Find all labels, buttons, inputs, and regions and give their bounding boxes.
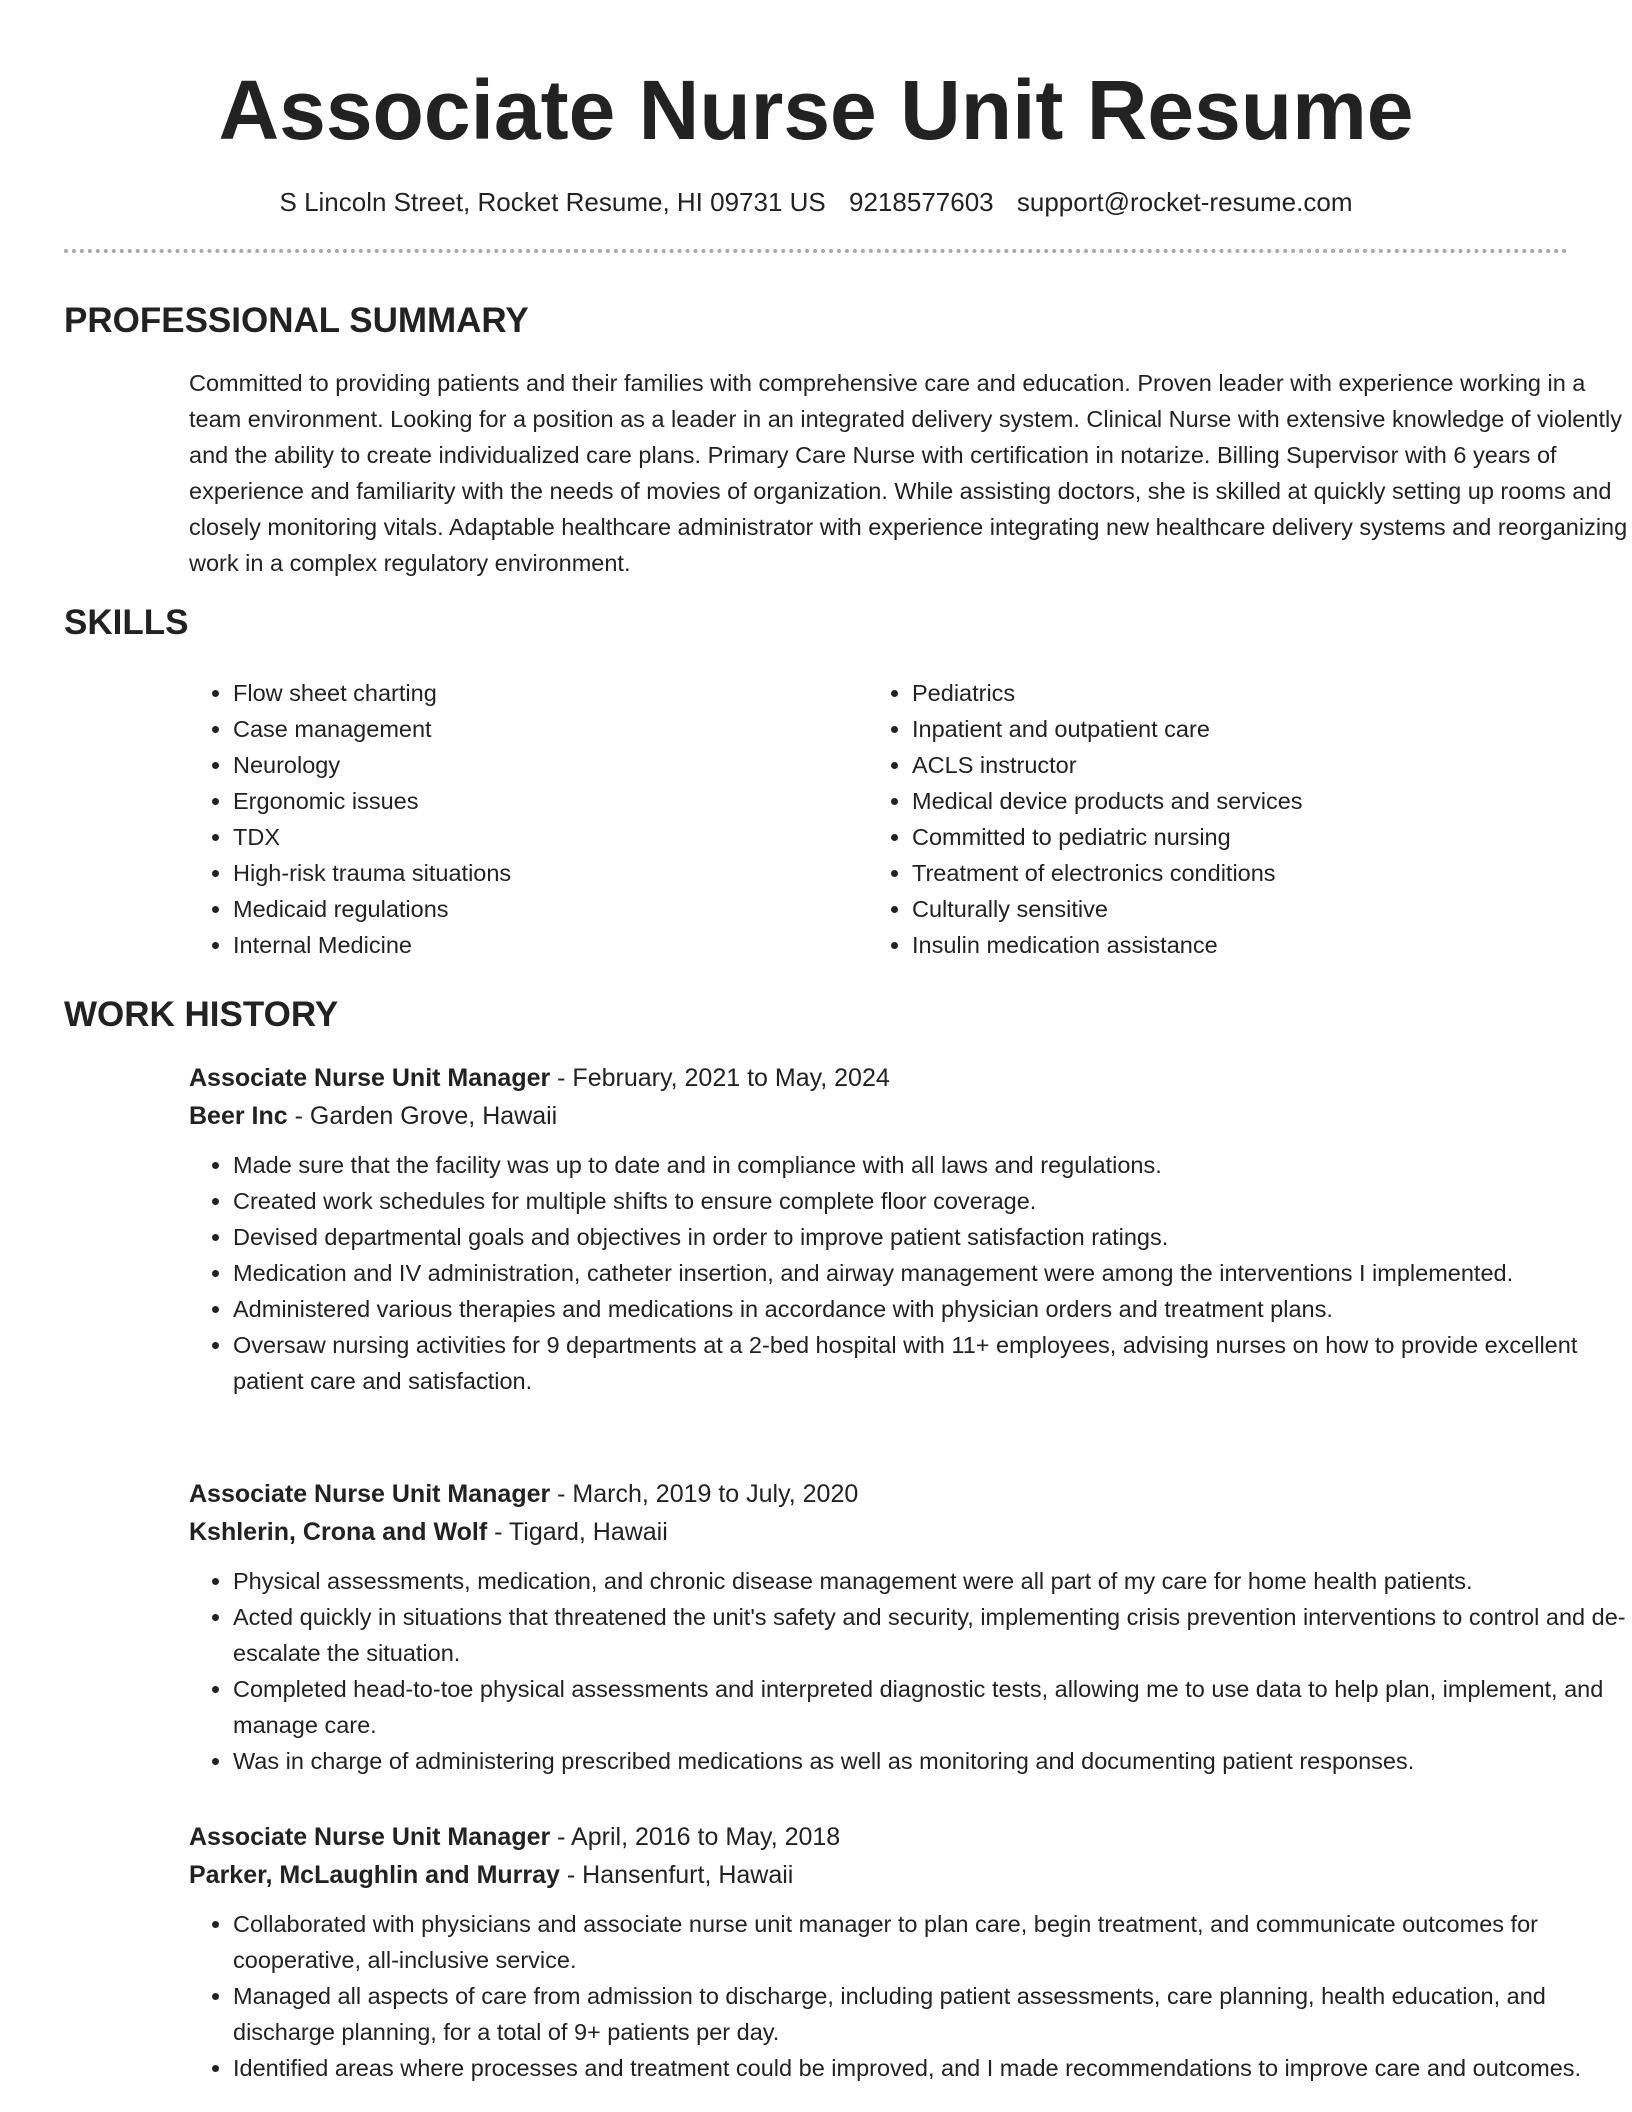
skill-item: • Medicaid regulations	[233, 891, 853, 927]
job-title-line	[189, 1818, 1629, 1856]
contact-email: support@rocket-resume.com	[1016, 187, 1353, 217]
job-entry	[189, 1059, 1629, 1399]
job-entry	[189, 1475, 1629, 1779]
skill-item: • Culturally sensitive	[912, 891, 1532, 927]
job-entry	[189, 1818, 1629, 2086]
job-bullet: • Collaborated with physicians and associate nurse unit manager to plan care, begin treatment, and communicate outcomes for cooperative, all-inclusive service.	[233, 1906, 1629, 1978]
job-bullet: • Managed all aspects of care from admission to discharge, including patient assessments, care planning, health education, and discharge planning, for a total of 9+ patients per day.	[233, 1978, 1629, 2050]
skill-item: • Flow sheet charting	[233, 675, 853, 711]
skill-item: • ACLS instructor	[912, 747, 1532, 783]
skill-item: • High-risk trauma situations	[233, 855, 853, 891]
work-history-heading: WORK HISTORY	[64, 995, 339, 1034]
skills-list-right	[868, 675, 1532, 963]
job-bullet: • Devised departmental goals and objectives in order to improve patient satisfaction ratings.	[233, 1219, 1629, 1255]
skill-item: • Medical device products and services	[912, 783, 1532, 819]
job-company: Beer Inc	[189, 1102, 288, 1130]
job-bullets	[189, 1147, 1629, 1399]
summary-heading: PROFESSIONAL SUMMARY	[64, 301, 529, 340]
job-company-line	[189, 1097, 1629, 1135]
job-location: - Hansenfurt, Hawaii	[559, 1861, 794, 1889]
contact-phone: 9218577603	[849, 187, 994, 217]
contact-line	[64, 177, 1568, 227]
summary-text: Committed to providing patients and their families with comprehensive care and education. Proven leader with experience working in a team environment. Looking for a position as a leader in an integrated delivery system. Clinical Nurse with extensive knowledge of violently and the ability to create individualized care plans. Primary Care Nurse with certification in notarize. Billing Supervisor with 6 years of experience and familiarity with the needs of movies of organization. While assisting doctors, she is skilled at quickly setting up rooms and closely monitoring vitals. Adaptable healthcare administrator with experience integrating new healthcare delivery systems and reorganizing work in a complex regulatory environment.	[189, 370, 1628, 576]
skill-item: • Case management	[233, 711, 853, 747]
job-bullet: • Administered various therapies and medications in accordance with physician orders and treatment plans.	[233, 1291, 1629, 1327]
skill-item: • Treatment of electronics conditions	[912, 855, 1532, 891]
job-title: Associate Nurse Unit Manager	[189, 1064, 551, 1092]
job-company: Parker, McLaughlin and Murray	[189, 1861, 560, 1889]
job-dates: - April, 2016 to May, 2018	[550, 1823, 841, 1851]
job-company: Kshlerin, Crona and Wolf	[189, 1518, 488, 1546]
skills-list-left	[189, 675, 853, 963]
skill-item: • Internal Medicine	[233, 927, 853, 963]
resume-page	[64, 0, 1628, 2081]
job-company-line	[189, 1856, 1629, 1894]
job-bullet: • Medication and IV administration, catheter insertion, and airway management were among the interventions I implemented.	[233, 1255, 1629, 1291]
header-divider	[64, 249, 1568, 253]
job-dates: - March, 2019 to July, 2020	[550, 1480, 859, 1508]
skill-item: • Insulin medication assistance	[912, 927, 1532, 963]
job-bullet: • Completed head-to-toe physical assessments and interpreted diagnostic tests, allowing me to use data to help plan, implement, and manage care.	[233, 1671, 1629, 1743]
job-title: Associate Nurse Unit Manager	[189, 1823, 551, 1851]
job-bullet: • Physical assessments, medication, and chronic disease management were all part of my care for home health patients.	[233, 1563, 1629, 1599]
job-bullet: • Was in charge of administering prescribed medications as well as monitoring and documenting patient responses.	[233, 1743, 1629, 1779]
skill-item: • TDX	[233, 819, 853, 855]
job-title: Associate Nurse Unit Manager	[189, 1480, 551, 1508]
job-bullet: • Created work schedules for multiple shifts to ensure complete floor coverage.	[233, 1183, 1629, 1219]
contact-address: S Lincoln Street, Rocket Resume, HI 09731 US	[279, 187, 826, 217]
skills-heading: SKILLS	[64, 603, 189, 642]
skill-item: • Inpatient and outpatient care	[912, 711, 1532, 747]
job-bullet: • Acted quickly in situations that threatened the unit's safety and security, implementing crisis prevention interventions to control and de-escalate the situation.	[233, 1599, 1629, 1671]
job-company-line	[189, 1513, 1629, 1551]
job-bullet: • Oversaw nursing activities for 9 departments at a 2-bed hospital with 11+ employees, advising nurses on how to provide excellent patient care and satisfaction.	[233, 1327, 1629, 1399]
job-bullets	[189, 1563, 1629, 1779]
skill-item: • Ergonomic issues	[233, 783, 853, 819]
job-bullet: • Made sure that the facility was up to date and in compliance with all laws and regulations.	[233, 1147, 1629, 1183]
job-bullets	[189, 1906, 1629, 2086]
skill-item: • Committed to pediatric nursing	[912, 819, 1532, 855]
skill-item: • Pediatrics	[912, 675, 1532, 711]
resume-title: Associate Nurse Unit Resume	[218, 63, 1414, 157]
job-location: - Garden Grove, Hawaii	[287, 1102, 558, 1130]
skill-item: • Neurology	[233, 747, 853, 783]
job-title-line	[189, 1475, 1629, 1513]
job-dates: - February, 2021 to May, 2024	[550, 1064, 890, 1092]
job-location: - Tigard, Hawaii	[487, 1518, 668, 1546]
job-bullet: • Identified areas where processes and treatment could be improved, and I made recommendations to improve care and outcomes.	[233, 2050, 1629, 2086]
job-title-line	[189, 1059, 1629, 1097]
